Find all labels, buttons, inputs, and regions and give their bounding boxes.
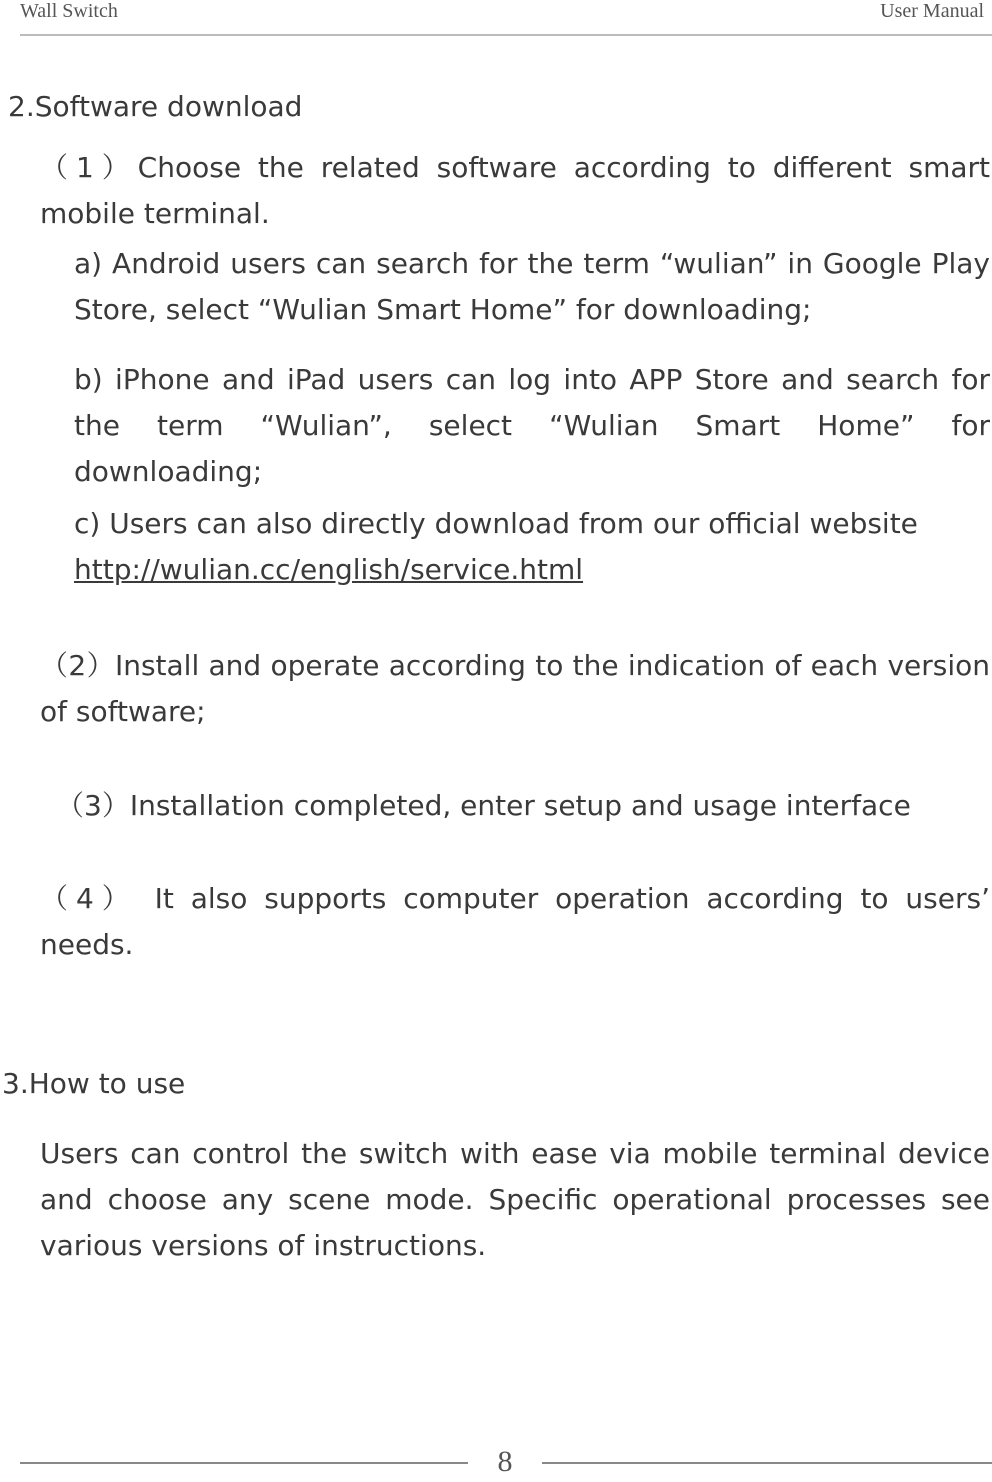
header-title-right: User Manual — [880, 0, 984, 22]
step-1-android-paragraph: a) Android users can search for the term “wulian” in Google Play Store, select “Wulian Smart Home” for downloading; — [74, 247, 990, 326]
step-1-ios-paragraph: b) iPhone and iPad users can log into APP Store and search for the term “Wulian”, select “Wulian Smart Home” for downloading; — [74, 363, 990, 488]
section-heading-software-download: 2.Software download — [8, 90, 303, 123]
page-number: 8 — [497, 1445, 513, 1478]
step-3-paragraph: （3）Installation completed, enter setup and usage interface — [56, 789, 911, 822]
step-1-website-text: c) Users can also directly download from our official website — [74, 507, 918, 540]
step-1-website-paragraph — [74, 501, 990, 593]
official-website-link[interactable]: http://wulian.cc/english/service.html — [74, 553, 584, 586]
footer-divider-right — [542, 1462, 992, 1464]
section-heading-how-to-use: 3.How to use — [2, 1067, 186, 1100]
step-1-paragraph: （1）Choose the related software according to different smart mobile terminal. — [40, 151, 990, 230]
header-title-left: Wall Switch — [20, 0, 118, 22]
footer-divider-left — [20, 1462, 468, 1464]
header-divider — [20, 34, 992, 36]
step-4-paragraph: （4） It also supports computer operation according to users’ needs. — [40, 882, 990, 961]
how-to-use-paragraph: Users can control the switch with ease via mobile terminal device and choose any scene mode. Specific operational processes see various versions of instructions. — [40, 1137, 990, 1262]
step-2-paragraph: （2）Install and operate according to the indication of each version of software; — [40, 649, 990, 728]
